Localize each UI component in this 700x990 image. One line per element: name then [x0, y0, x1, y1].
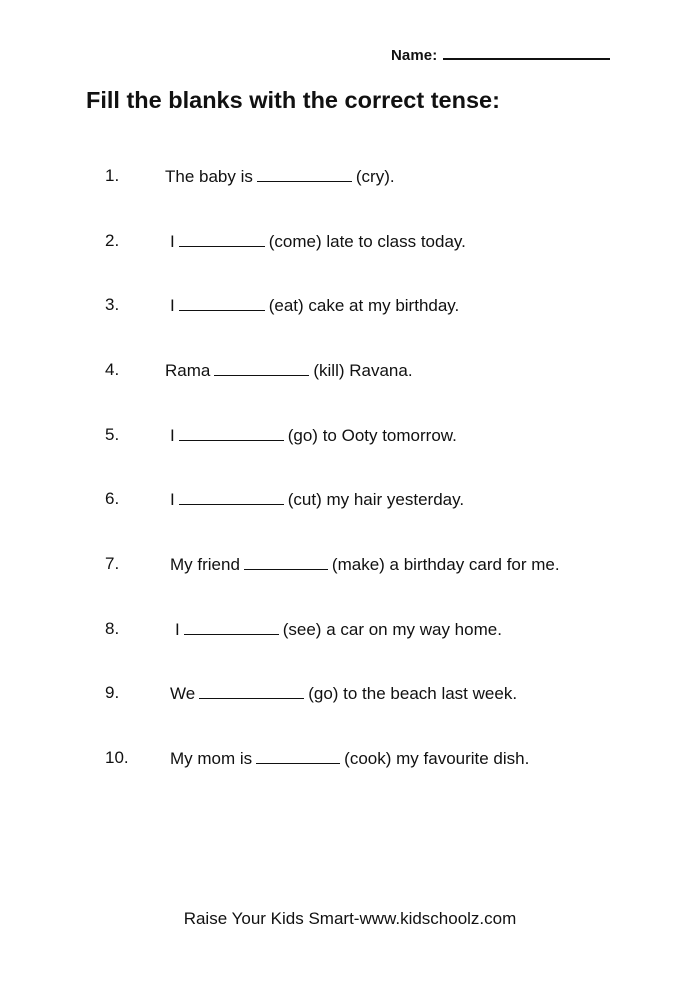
name-label: Name: — [391, 47, 438, 64]
sentence-end: (cook) my favourite dish. — [344, 749, 530, 768]
sentence-end: (cut) my hair yesterday. — [287, 490, 465, 509]
question-sentence — [170, 554, 560, 575]
sentence-start: I — [170, 232, 175, 251]
question-number: 9. — [105, 683, 120, 702]
sentence-start: My friend — [170, 555, 240, 574]
answer-blank[interactable] — [256, 748, 340, 764]
question-number: 2. — [105, 231, 120, 250]
question-number: 4. — [105, 360, 120, 379]
question-number: 3. — [105, 295, 120, 314]
answer-blank[interactable] — [257, 166, 352, 182]
question-sentence — [170, 425, 457, 446]
question-number: 7. — [105, 554, 120, 573]
sentence-end: (go) to Ooty tomorrow. — [287, 426, 457, 445]
answer-blank[interactable] — [179, 295, 265, 311]
question-number: 6. — [105, 489, 120, 508]
sentence-start: The baby is — [165, 167, 253, 186]
sentence-start: My mom is — [170, 749, 253, 768]
question-number: 8. — [105, 619, 120, 638]
question-number: 5. — [105, 425, 120, 444]
question-sentence — [165, 360, 413, 381]
sentence-end: (see) a car on my way home. — [282, 620, 502, 639]
answer-blank[interactable] — [179, 231, 265, 247]
name-blank[interactable] — [443, 44, 610, 60]
sentence-start: I — [170, 296, 175, 315]
sentence-end: (cry). — [355, 167, 395, 186]
question-number: 10. — [105, 748, 129, 767]
answer-blank[interactable] — [184, 619, 279, 635]
question-number: 1. — [105, 166, 120, 185]
sentence-start: I — [170, 490, 175, 509]
answer-blank[interactable] — [179, 425, 284, 441]
sentence-start: I — [175, 620, 180, 639]
question-sentence — [170, 683, 517, 704]
name-field — [391, 44, 610, 64]
sentence-start: I — [170, 426, 175, 445]
question-sentence — [170, 295, 459, 316]
answer-blank[interactable] — [244, 554, 328, 570]
answer-blank[interactable] — [199, 683, 304, 699]
sentence-end: (go) to the beach last week. — [308, 684, 518, 703]
answer-blank[interactable] — [214, 360, 309, 376]
sentence-end: (make) a birthday card for me. — [331, 555, 560, 574]
worksheet-title: Fill the blanks with the correct tense: — [86, 87, 500, 113]
answer-blank[interactable] — [179, 489, 284, 505]
sentence-start: Rama — [165, 361, 211, 380]
question-sentence — [170, 748, 529, 769]
sentence-end: (kill) Ravana. — [313, 361, 413, 380]
sentence-end: (come) late to class today. — [268, 232, 466, 251]
question-sentence — [170, 489, 464, 510]
footer-credit: Raise Your Kids Smart-www.kidschoolz.com — [183, 909, 517, 928]
sentence-end: (eat) cake at my birthday. — [268, 296, 460, 315]
sentence-start: We — [170, 684, 196, 703]
question-sentence — [165, 166, 395, 187]
question-sentence — [175, 619, 502, 640]
question-sentence — [170, 231, 466, 252]
